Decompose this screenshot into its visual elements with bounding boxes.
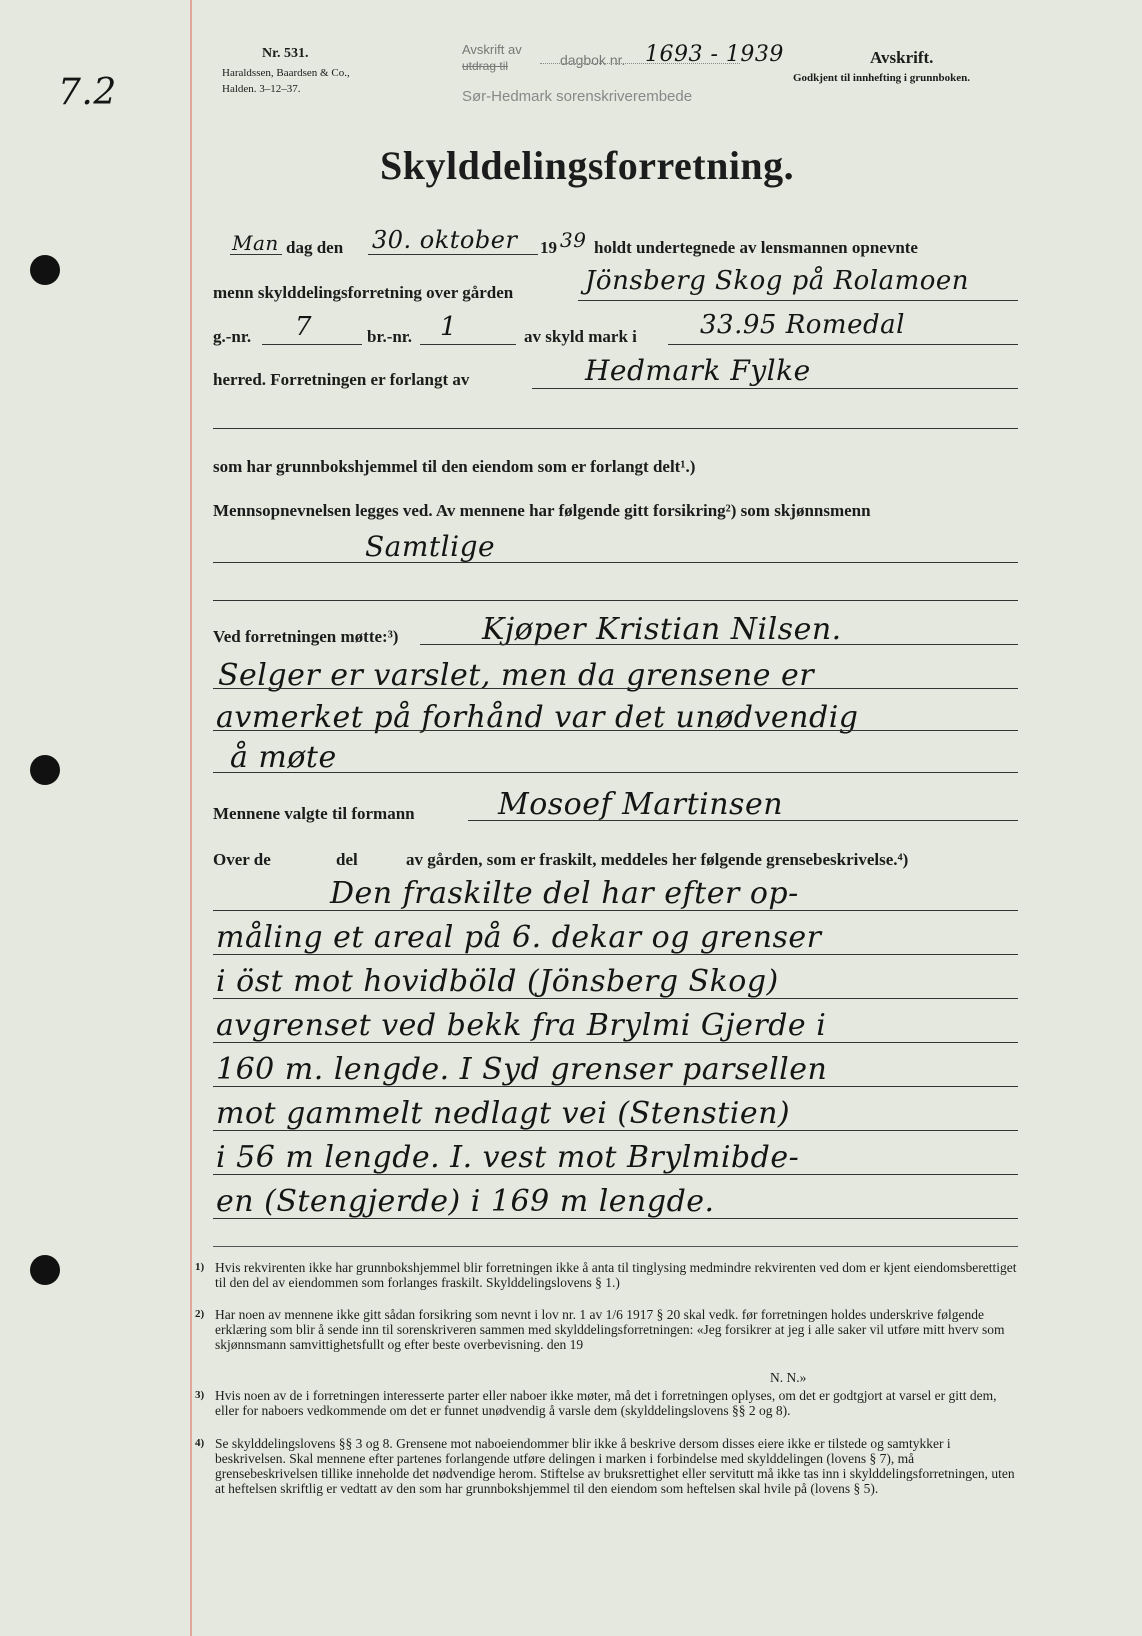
red-margin-line [190,0,192,1636]
approved-label: Godkjent til innhefting i grunnboken. [793,72,970,84]
description-line-2: måling et areal på 6. dekar og grenser [216,920,822,955]
day-handwritten: Man [232,231,279,255]
motte-handwritten-4: å møte [230,740,337,775]
grunnbok-text: som har grunnbokshjemmel til den eiendom som er forlangt delt¹.) [213,457,696,476]
description-line-4: avgrenset ved bekk fra Brylmi Gjerde i [216,1008,827,1043]
blank-line-1 [213,428,1018,429]
copy-label: Avskrift av [462,42,522,57]
formann-label: Mennene valgte til formann [213,804,415,823]
description-rule-3 [213,998,1018,999]
gnr-label: g.-nr. [213,327,252,346]
footnote-2-number: 2) [195,1308,205,1320]
motte-line-2 [213,688,1018,689]
farm-line [578,300,1018,301]
ved-forretningen-label: Ved forretningen møtte:³) [213,627,399,646]
mennsopnevnelsen-text: Mennsopnevnelsen legges ved. Av mennene har følgende gitt forsikring²) som skjønnsmenn [213,501,871,520]
footnote-1-number: 1) [195,1261,205,1273]
description-line-6: mot gammelt nedlagt vei (Stenstien) [216,1096,791,1131]
skjonnsmenn-line-2 [213,600,1018,601]
description-rule-2 [213,954,1018,955]
footnote-3 [195,1388,1020,1418]
del-label: del [336,850,358,869]
form-number: Nr. 531. [262,46,309,61]
description-line-8: en (Stengjerde) i 169 m lengde. [216,1184,715,1219]
skjonnsmenn-line-1 [213,562,1018,563]
footnote-1-text: Hvis rekvirenten ikke har grunnbokshjemmel blir forretningen ikke å anta til tinglysing medmindre rekvirenten ved dom er kjent eiendomsberettiget til den del av eiendommen som forlanges fraskilt. Skylddelingslovens § 1.) [215,1260,1017,1290]
bnr-label: br.-nr. [367,327,413,346]
dagbok-underline [540,63,740,64]
gnr-handwritten: 7 [295,312,313,342]
footnote-3-number: 3) [195,1389,205,1401]
motte-line-1 [420,644,1018,645]
bnr-line [420,344,516,345]
motte-handwritten-3: avmerket på forhånd var det unødvendig [216,700,859,735]
footnote-4-text: Se skylddelingslovens §§ 3 og 8. Grensene mot naboeiendommer blir ikke å beskrive dersom disses eiere ikke er tilstede og samtykker i beskrivelsen. Skal mennene efter partenes forlangende utføre delingen i marken i forbindelse med skylddelingen (lovens § 7), må grensebeskrivelsen tillike inneholde det nødvendige herom. Stiftelse av bruksrettighet eller servitutt må ikke tas inn i skylddelingsforretningen, uten at heftelsen skriftlig er vedtatt av den som har grunnbokshjemmel til den eiendom som heftelsen skal hvile på (lovens § 5). [215,1436,1015,1496]
struck-word: utdrag til [462,59,509,73]
formann-line [468,820,1018,821]
punch-hole-middle [30,755,60,785]
description-rule-7 [213,1174,1018,1175]
footnote-2 [195,1307,1020,1352]
printer-line-1: Haraldssen, Baardsen & Co., [222,67,350,79]
date-line [368,254,538,255]
herred-label: herred. Forretningen er forlangt av [213,370,470,389]
dagbok-number: 1693 - 1939 [645,42,784,67]
skyld-line [668,344,1018,345]
dagbok-label: dagbok nr. [560,52,626,68]
description-line-7: i 56 m lengde. I. vest mot Brylmibde- [216,1140,800,1175]
footnote-separator [213,1246,1018,1247]
punch-hole-top [30,255,60,285]
document-title: Skylddelingsforretning. [380,143,795,188]
description-line-5: 160 m. lengde. I Syd grenser parsellen [216,1052,828,1087]
description-rule-8 [213,1218,1018,1219]
description-rule-6 [213,1130,1018,1131]
requester-handwritten: Hedmark Fylke [585,354,811,387]
description-line-3: i öst mot hovidböld (Jönsberg Skog) [216,964,779,999]
held-text: holdt undertegnede av lensmannen opnevnte [594,238,918,257]
description-rule-4 [213,1042,1018,1043]
footnote-4 [195,1436,1020,1496]
description-rule-1 [213,910,1018,911]
farm-handwritten: Jönsberg Skog på Rolamoen [585,266,970,296]
motte-handwritten-2: Selger er varslet, men da grensene er [218,658,815,693]
bnr-handwritten: 1 [440,312,458,342]
printer-line-2: Halden. 3–12–37. [222,83,301,95]
dag-den-label: dag den [286,238,344,257]
requester-line [532,388,1018,389]
date-handwritten: 30. oktober [372,226,518,254]
footnote-2-text: Har noen av mennene ikke gitt sådan forsikring som nevnt i lov nr. 1 av 1/6 1917 § 20 skal vedk. før forretningen holdes underskrive følgende erklæring som blir å sende inn til sorenskriveren sammen med skylddelingsforretningen: «Jeg forsikrer at jeg i alle saker vil utføre mitt hverv som skjønnsmann samvittighetsfullt og efter beste overbevisning. den 19 [215,1307,1005,1352]
description-rule-5 [213,1086,1018,1087]
motte-line-4 [213,772,1018,773]
formann-handwritten: Mosoef Martinsen [498,787,784,822]
skyld-label: av skyld mark i [524,327,637,346]
over-garden-label: menn skylddelingsforretning over gården [213,283,514,302]
footnote-1 [195,1260,1020,1290]
skjonnsmenn-handwritten: Samtlige [365,530,496,563]
office-name: Sør-Hedmark sorenskriverembede [462,88,693,105]
gard-text: av gården, som er fraskilt, meddeles her følgende grensebeskrivelse.⁴) [406,850,909,869]
footnote-2-signature [770,1370,890,1385]
motte-line-3 [213,730,1018,731]
year-prefix: 19 [540,238,557,257]
gnr-line [262,344,362,345]
punch-hole-bottom [30,1255,60,1285]
description-line-1: Den fraskilte del har efter op- [330,876,799,911]
motte-handwritten-1: Kjøper Kristian Nilsen. [482,612,842,647]
margin-note: 7.2 [58,72,117,113]
year-handwritten: 39 [560,228,587,252]
footnote-2-signature-text: N. N.» [770,1370,807,1385]
day-line [230,254,282,255]
over-de-label: Over de [213,850,271,869]
skyld-handwritten: 33.95 Romedal [700,310,905,340]
avskrift-label: Avskrift. [870,48,934,67]
footnote-4-number: 4) [195,1437,205,1449]
footnote-3-text: Hvis noen av de i forretningen interesserte parter eller naboer ikke møter, må det i forretningen oplyses, om det er godtgjort at varsel er gitt dem, eller for naboers vedkommende om det er funnet unødvendig å varsle dem (skylddelingslovens §§ 2 og 8). [215,1388,997,1418]
